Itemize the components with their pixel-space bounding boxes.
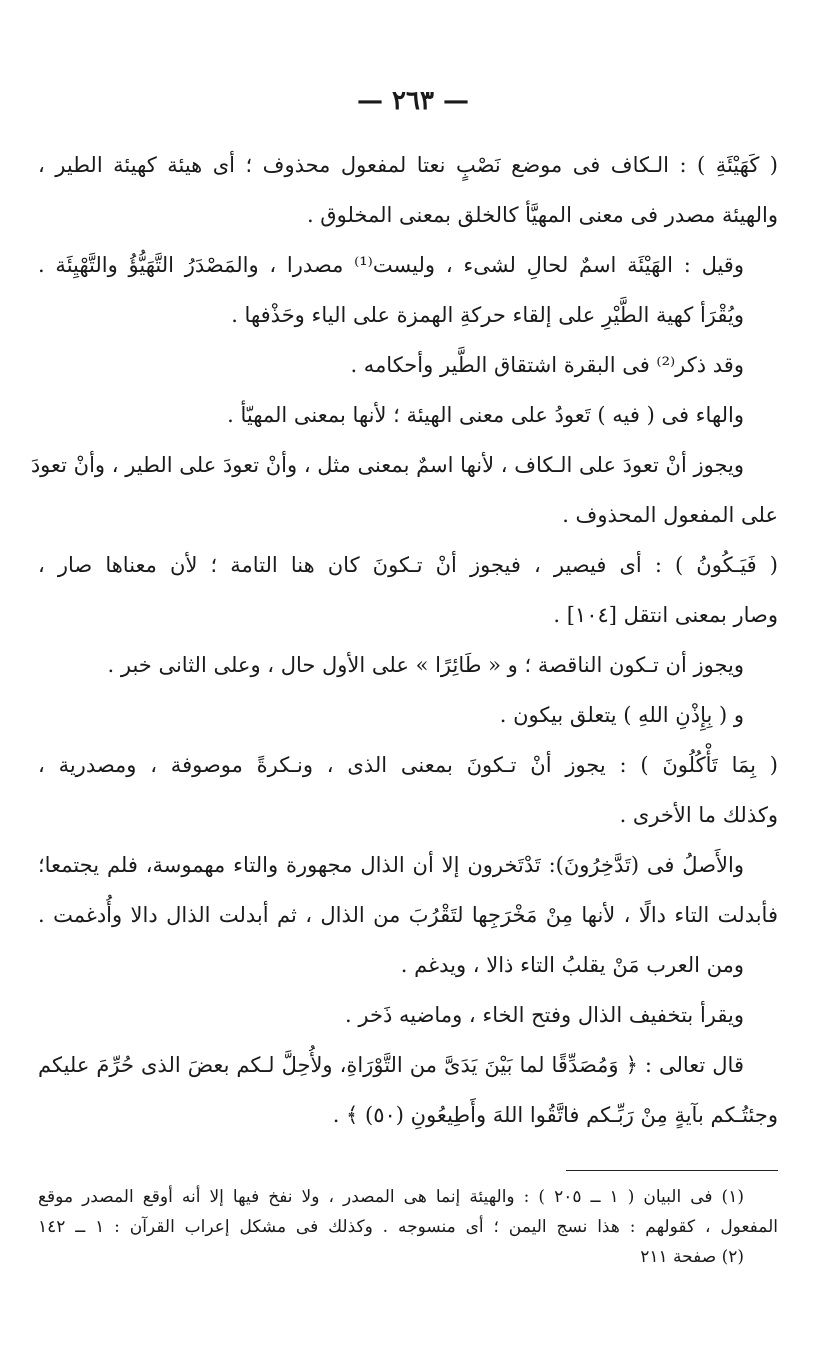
text-line: ( كَهَيْئَةِ ) : الـكاف فى موضع نَصْبٍ نعتا لمفعول محذوف ؛ أى هيئة كهيئة الطير ،	[38, 153, 778, 177]
text-line: فأبدلت التاء دالًا ، لأنها مِنْ مَخْرَجِها لتَقْرُبَ من الذال ، ثم أبدلت الذال دالا وأُدغمت .	[38, 903, 778, 927]
footnotes	[38, 1186, 778, 1276]
text-line: و ( بِإِذْنِ اللهِ ) يتعلق بيكون .	[499, 703, 744, 727]
text-line: ويقرأ بتخفيف الذال وفتح الخاء ، وماضيه ذَخر .	[345, 1003, 744, 1027]
text-line: ( بِمَا تَأْكُلُونَ ) : يجوز أنْ تـكونَ بمعنى الذى ، ونـكرةً موصوفة ، ومصدرية ،	[38, 753, 778, 777]
text-line: والهيئة مصدر فى معنى المهيَّأ كالخلق بمعنى المخلوق .	[306, 203, 778, 227]
text-line: والأَصلُ فى (تَدَّخِرُونَ): تَدْتَخرون إلا أن الذال مجهورة والتاء مهموسة، فلم يجتمعا؛	[38, 853, 744, 877]
text-line: ومن العرب مَنْ يقلبُ التاء ذالا ، ويدغم .	[400, 953, 744, 977]
verse-line: قال تعالى : ﴿ وَمُصَدِّقًا لما بَيْنَ يَدَىَّ من التَّوْرَاةِ، ولأُحِلَّ لـكم بعضَ الذى حُرِّمَ عليكم	[38, 1053, 744, 1077]
text-line: وقيل : الهَيْئَة اسمٌ لحالِ لشىء ، وليست⁽¹⁾ مصدرا ، والمَصْدَرُ التَّهَيُّؤُ والتَّهْيِئَة .	[38, 253, 744, 277]
page-number: — ٢٦٣ —	[356, 86, 470, 116]
text-line: وصار بمعنى انتقل [١٠٤] .	[553, 603, 778, 627]
footnote-separator	[566, 1170, 778, 1171]
text-line: والهاء فى ( فيه ) تَعودُ على معنى الهيئة ؛ لأنها بمعنى المهيّأ .	[227, 403, 744, 427]
text-line: ويجوز أنْ تعودَ على الـكاف ، لأنها اسمٌ بمعنى مثل ، وأنْ تعودَ على الطير ، وأنْ تعودَ	[30, 453, 744, 477]
verse-line: وجئتُـكم بآيةٍ مِنْ رَبِّـكم فاتَّقُوا اللهَ وأَطِيعُونِ (٥٠) ﴾ .	[332, 1103, 778, 1127]
text-line: ويُقْرَأ كهية الطَّيْرِ على إلقاء حركةِ الهمزة على الياء وحَذْفها .	[231, 303, 744, 327]
footnote-line: المفعول ، كقولهم : هذا نسج اليمن ؛ أى منسوجه . وكذلك فى مشكل إعراب القرآن : ١ ــ ١٤٢	[38, 1217, 778, 1237]
text-line: وقد ذكر⁽²⁾ فى البقرة اشتقاق الطَّير وأحكامه .	[350, 353, 744, 377]
text-line: على المفعول المحذوف .	[562, 503, 778, 527]
main-text	[30, 140, 778, 1140]
text-line: ( فَيَـكُونُ ) : أى فيصير ، فيجوز أنْ تـكونَ كان هنا التامة ؛ لأن معناها صار ،	[38, 553, 778, 577]
footnote-line: (٢) صفحة ٢١١	[640, 1247, 744, 1267]
text-line: ويجوز أن تـكون الناقصة ؛ و « طَائِرًا » على الأول حال ، وعلى الثانى خبر .	[107, 653, 744, 677]
text-line: وكذلك ما الأخرى .	[619, 803, 778, 827]
footnote-line: (١) فى البيان ( ١ ــ ٢٠٥ ) : والهيئة إنما هى المصدر ، ولا نفخ فيها إلا أنه أوقع المصدر موقع	[38, 1187, 744, 1207]
